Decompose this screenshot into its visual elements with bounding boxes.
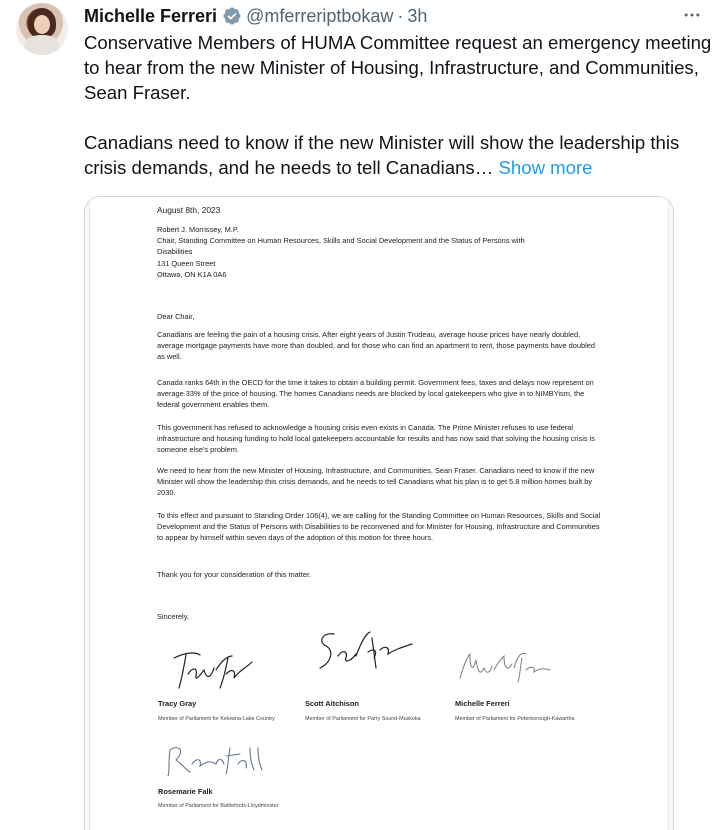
signature-rosemarie-falk <box>164 740 264 782</box>
tweet-timestamp[interactable]: 3h <box>407 5 428 26</box>
letter-paragraph: Thank you for your consideration of this matter. <box>157 570 312 579</box>
letter-paragraph: Canadians are feeling the pain of a housing crisis. After eight years of Justin Trudeau, average house prices have nearly doubled, average mortgage payments have more than doubled, and for those who can find an apartment to rent, those payments have doubled as well. <box>157 330 595 362</box>
verified-badge-icon[interactable] <box>222 6 242 26</box>
avatar[interactable] <box>16 3 68 55</box>
letter-date: August 8th, 2023 <box>157 205 221 215</box>
tweet-header <box>84 4 427 28</box>
letter-closing: Sincerely, <box>157 612 189 621</box>
more-options-svg <box>682 5 702 25</box>
letter-paragraph: Canada ranks 64th in the OECD for the time it takes to obtain a building permit. Government fees, taxes and delays now represent on average 33% of the price of housing. The homes Canadians needs are blocked by local gatekeepers who give in to NIMBYism, the federal government enables them. <box>157 378 594 410</box>
letter-salutation: Dear Chair, <box>157 312 195 321</box>
avatar-body <box>24 35 60 55</box>
signature-scott-aitchison <box>312 628 422 682</box>
tweet-body: Conservative Members of HUMA Committee request an emergency meeting to hear from the new Minister of Housing, Infrastructure, and Communities, Sean Fraser. Canadians need to know if the new Minister will show the leadership this crisis demands, and he needs to tell Canadians… <box>84 32 712 178</box>
tweet-text <box>84 30 714 180</box>
signatory-name: Tracy Gray <box>158 699 197 708</box>
avatar-face <box>34 15 50 34</box>
letter-paragraph: We need to hear from the new Minister of Housing, Infrastructure, and Communities, Sean Fraser. Canadians need to know if the new Minister will show the leadership this crisis demands, and he needs to tell Canadians what his plan is to get 5.8 million homes built by 2030. <box>157 466 595 498</box>
signatory-name: Michelle Ferreri <box>455 699 510 708</box>
author-handle[interactable]: @mferreriptbokaw <box>246 5 394 26</box>
show-more-link[interactable]: Show more <box>498 157 593 178</box>
separator-dot: · <box>397 5 404 26</box>
letter-paragraph: This government has refused to acknowledge a housing crisis even exists in Canada. The Prime Minister refuses to use federal infrastructure and housing funding to hold local gatekeepers accountable for results and has now said that solving the housing crisis is someone else's problem. <box>157 423 595 455</box>
signatory-role: Member of Parliament for Parry Sound-Muskoka <box>305 716 421 722</box>
signatory-name: Rosemarie Falk <box>158 787 213 796</box>
signatory-role: Member of Parliament for Battlefords-Lloydminster <box>158 803 279 809</box>
signature-tracy-gray <box>170 644 260 692</box>
author-name[interactable]: Michelle Ferreri <box>84 5 218 26</box>
signatory-name: Scott Aitchison <box>305 699 359 708</box>
verified-badge-svg <box>222 6 242 26</box>
signature-michelle-ferreri <box>456 648 556 688</box>
signatory-role: Member of Parliament for Peterborough-Kawartha <box>455 716 575 722</box>
signatory-role: Member of Parliament for Kelowna-Lake Country <box>158 716 275 722</box>
more-options-icon[interactable] <box>679 2 705 28</box>
letter-address: Robert J. Morrissey, M.P. Chair, Standing Committee on Human Resources, Skills and Social Development and the Status of Persons with Disabilities 131 Queen Street Ottawa, ON K1A 0A6 <box>157 225 525 279</box>
letter-paragraph: To this effect and pursuant to Standing Order 106(4), we are calling for the Standing Committee on Human Resources, Skills and Social Development and the Status of Persons with Disabilities to be reconvened and for Minister for Housing, Infrastructure and Communities to appear by himself within seven days of the adoption of this motion for three hours. <box>157 511 601 543</box>
